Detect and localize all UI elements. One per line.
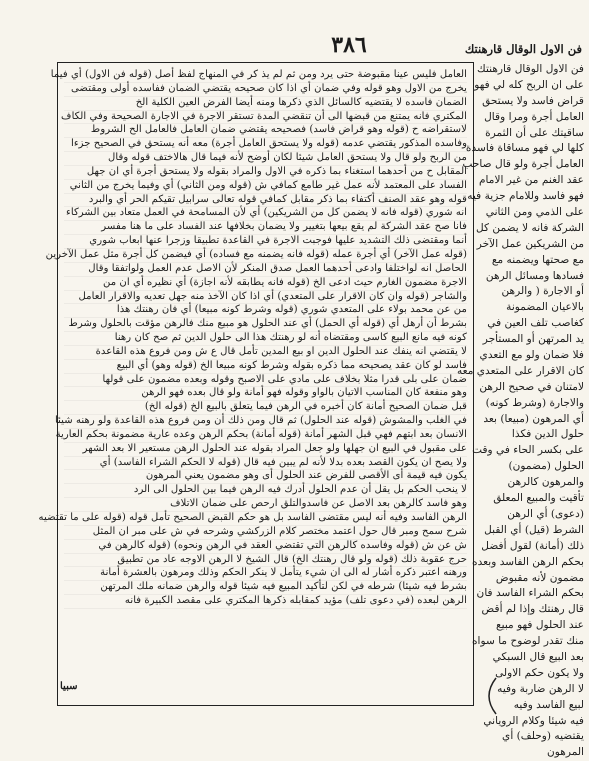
- main-text-line: ش عن ش (قوله وفاسده كالرهن التي تقتضي العقد في الرهن ونحوه) (قوله كالرهن في: [64, 540, 467, 554]
- margin-text-line: كان الاقرار على المتعدي معه: [456, 364, 584, 377]
- margin-text-line: بالاعيان المضمونة: [506, 301, 584, 314]
- margin-text-line: منك تقدر لوضوح ما سواه: [471, 635, 584, 648]
- main-text-line: والشاجر (قوله وان كان الاقرار على المتعدي) أي اذا كان الآخذ منه جهل تعديه والاقرار العامل: [64, 291, 467, 305]
- main-text-line: بشرط فيه شيئا) شرطه في لكن لتأكيد المبيع فيه شيئا قوله والرهن ضمانه ملك المرتهن: [64, 581, 467, 595]
- margin-text-line: حلول الدين فكذا: [511, 428, 584, 441]
- margin-text-line: العامل أجرة ولو قال صاحب: [462, 158, 584, 171]
- main-text-frame: [38, 62, 474, 706]
- main-text-line: شرح سمح ومبر قال حول اعتمد مختصر كلام الزركشي وشرحه في ش على مبر ان المثل: [64, 526, 467, 540]
- margin-text-line: فسادها ومسائل الرهن: [485, 269, 584, 282]
- main-text-line: من الربح ولو قال ولا يستحق العامل شيئا لكان أوضح لأنه فيما قال هالاختف قوله وقال: [64, 152, 467, 166]
- main-text-line: انه شوري (قوله فانه لا يضمن كل من الشريكين) أي لأن المسامحة في العمل متعاد بين الشركاء: [64, 207, 467, 221]
- page-number: ٣٨٦: [331, 32, 367, 58]
- main-text-line: بشرط أن أرهل أي (قوله أي الحمل) أي عند الحلول هو مبيع منك فالرهن مؤقت بالحلول وشرط: [64, 318, 467, 332]
- main-text-line: يكون فيه قيمة أى الأقصى للفرض عند الحلول أى وهو مضمون يعني المرهون: [64, 470, 467, 484]
- main-text-line: أنما ومقتضى ذلك التشديد عليها فوجبت الاجرة في القاعدة تطبيقا وزجرا عنها ابعاب شوري: [64, 235, 467, 249]
- margin-text-line: مضمون لأنه مقبوض: [495, 571, 584, 584]
- margin-text-line: أو الاجارة ( والرهن: [501, 285, 584, 298]
- curve-ornament-icon: [480, 676, 500, 716]
- margin-text-line: فلا ضمان ولو مع التعدي: [479, 349, 584, 362]
- margin-text-line: بعد البيع قال السبكي: [492, 650, 584, 663]
- margin-text-line: فهو فاسد وللامام جزية فيه: [467, 190, 584, 203]
- margin-text-line: المرهون: [547, 746, 584, 759]
- main-text-line: ضمان على بلى قدرا مثلا بخلاف على مادي على الاصبح وقوله وبعده مضمون على قولها: [64, 374, 467, 388]
- main-text-line: الضمان فاسده لا يقتضيه كالسائل الذي ذكرها ومنه أيضا الفرض العين الكلية الخ: [64, 97, 467, 111]
- main-text-line: يخرج من الاول وهو قوله وفي ضمان أي اذا كان صحيحه يقتضي الضمان ففاسده أولى ومقتضى: [64, 83, 467, 97]
- margin-text-line: على ان الربح كله لي فهو: [474, 78, 584, 91]
- margin-text-line: تأقيت والمبيع المعلق: [493, 492, 584, 505]
- margin-text-line: لا الرهن ضاربة وفيه: [497, 682, 584, 695]
- main-text-line: الحاصل انه لواختلفا وادعى أحدهما العمل صدق المنكر لأن الاصل عدم العمل ولواتفقا وقال: [64, 263, 467, 277]
- margin-text-line: لبيع الفاسد وفيه: [513, 698, 584, 711]
- margin-text-line: الشرط (قيل) أي القبل: [484, 523, 584, 536]
- margin-text-line: عند الحلول فهو مبيع: [496, 619, 584, 632]
- margin-text-line: العامل أجرة ومرا وقال: [484, 110, 584, 123]
- margin-text-line: من الشريكين عمل الآخر: [476, 237, 584, 250]
- margin-text-line: عقد الغنم من غير الامام: [478, 174, 584, 187]
- main-text-line: في الغلب والمشوش (قوله عند الحلول) ثم قال ومن ذلك أن ومن فروع هذه القاعدة ولو رهنه شيئا: [64, 415, 467, 429]
- main-text-line: الرهن لبعده (في دعوى تلف) مؤيد كمقابله ذكرها المكتري على مقصد الكبيرة فانه: [64, 595, 467, 609]
- margin-text-line: والمرهون كالرهن: [507, 476, 584, 489]
- main-text: [38, 69, 467, 699]
- margin-text-line: ذلك (أمانة) لقول أفضل: [481, 539, 584, 552]
- margin-text-line: لامتنان في صحيح الرهن: [479, 380, 584, 393]
- margin-text-line: (دعوى) أي الرهن: [507, 507, 584, 520]
- main-text-line: وهو فاسد كالرهن بعد الاصل عن فاسدوالتلق ارحص على ضمان الاتلاف: [64, 498, 467, 512]
- main-text-line: من عن محمد بولاء على المتعدي شوري (قوله وشرط كونه مبيعا) أي فان رهنتك هذا: [64, 304, 467, 318]
- margin-text-line: كلها لي فهو مساقاة فاسدة: [465, 142, 584, 155]
- main-text-line: الانسان بعد ابتهم فهي قبل الشهر أمانة (قوله أمانة) بحكم الرهن وعده عارية مضمونة بحكم العارية: [64, 429, 467, 443]
- margin-text-line: بحكم الشراء الفاسد فان: [476, 587, 584, 600]
- main-text-line: فانا صح عقد الشركة لم يقع بيعها بتغيير ولا يضمان بخلافها عند الفساد على ما هنا مفسر: [64, 221, 467, 235]
- main-text-line: المكتري فانه يمتنع من قبضها الى أن تنقضي المدة تستقر الاجرة في الاجارة الصحيحة وفي الكاف: [64, 111, 467, 125]
- main-text-line: لا يقتضي انه ينفك عند الحلول الدين او بيع المدين تأمل قال ع ش ومن فروع هذه القاعدة: [64, 346, 467, 360]
- margin-text-line: مع صحتها ويضمنه مع: [491, 253, 584, 266]
- margin-text-line: يد المرتهن أو المستأجر: [482, 333, 584, 346]
- margin-text-line: كغاصب تلف العين في: [487, 317, 584, 330]
- main-text-line: العامل فليس عينا مقبوضة حتى يرد ومن ثم لم يذ كر في المنهاج لفظ أصل (قوله فن الاول) أي فيما: [64, 69, 467, 83]
- main-text-line: الرهن الفاسد وفيه أنه ليس مقتضى الفاسد بل هو حكم القبض الصحيح تأمل قوله (قوله على ما تقتضيه: [64, 512, 467, 526]
- running-head: فن الاول الوقال قارهنتك: [464, 42, 582, 56]
- margin-text-line: أي المرهون (مبيعا) بعد: [483, 412, 584, 425]
- main-text-line: كونه فيه مانع البيع كاسى ومقتضاه أنه لو رهنتك هذا الى حلول الدين ثم صح كان رهنا: [64, 332, 467, 346]
- main-text-line: الفساد على المعتمد لأنه عمل غير طامع كمافي ش (قوله ومن الثاني) أي وفيما يخرج من الثاني: [64, 180, 467, 194]
- margin-text-line: ساقيتك على أن الثمرة: [485, 126, 584, 139]
- margin-text-line: قال رهنتك وإذا لم أقض: [481, 603, 584, 616]
- margin-text-line: الشركة فانه لا يضمن كل: [475, 221, 584, 234]
- main-text-line: لاستقراضه ح (قوله وهو قراض فاسد) فصحيحه يقتضي ضمان العامل فالعامل الح الشروط: [64, 124, 467, 138]
- main-text-line: فاسد لو كان عقد يصحيحه مما ذكره بقوله وشرط كونه مبيعا الخ (قوله وهو) أي البيع: [64, 360, 467, 374]
- main-text-line: ولا يصح ان يكون القصد بعده بدلا لأنه لم يبين فيه قال (قوله لا الحكم الشراء الفاسد) أي: [64, 457, 467, 471]
- main-text-line: لا ينحب الحكم بل يقل أن عدم الحلول أدرك فيه الرهن فيما بين الحلول الى الرد: [64, 484, 467, 498]
- margin-text-line: قراض فاسد ولا يستحق: [482, 94, 584, 107]
- main-text-line: قوله وهو عقد الصنف أكتفاء بما ذكر مقابل كمافي قوله تعالى سرابيل تقيكم الحر أي والبرد: [64, 194, 467, 208]
- main-text-line: حرج عقوبة ذلك (قوله ولو قال رهنتك الخ) قال الشيخ لا الرهن الاوجه عاد من تطبيق: [64, 554, 467, 568]
- margin-commentary: [456, 62, 584, 759]
- margin-text-line: والاجارة (وشرط كونه): [485, 396, 584, 409]
- main-text-line: ورهنه اعتبر ذكره أشار له الى ان شيء يتأمل لا ينكر الحكم وذلك ومرهون بالعشرة أمانة: [64, 567, 467, 581]
- main-text-line: المقابل ح من أحدهما استغناء بما ذكره في الاول والمراد بقوله ولا يستحق أجرة أي ان جهل: [64, 166, 467, 180]
- margin-text-line: فن الاول الوقال قارهنتك: [477, 63, 584, 75]
- signature-mark: سبيا: [60, 681, 78, 692]
- main-text-line: وهو منفعة كان المناسب الاتيان بالواو وقوله فهو أمانة ولو قال بعده فهو الرهن: [64, 387, 467, 401]
- margin-text-line: بحكم الرهن الفاسد وبعده: [472, 555, 584, 568]
- main-text-line: (قوله عمل الآخر) أي أجرة عمله (قوله فانه يضمنه مع فساده) أي فيضمن كل أجرة مثل عمل الآخرين: [64, 249, 467, 263]
- margin-text-line: فيه شيئا وكلام الروياني: [483, 714, 584, 727]
- main-text-line: على مقبول في البيع ان جهلها ولو جعل المراد بقوله عند الحلول الرهن مستعير الا بعد الشهر: [64, 443, 467, 457]
- main-text-line: الاجرة مضمون الغارم حيث ادعى الخ (قوله فانه يطابقه لأنه اجازة) أي نظيره أي ان من: [64, 277, 467, 291]
- margin-text-line: ولا يكون حكم الاولى: [495, 666, 584, 679]
- main-text-line: قبل ضمان الصحيح أمانة كان أخبره في الرهن فيما يتعلق بالبيع الخ (قوله الخ): [64, 401, 467, 415]
- margin-text-line: يقتضيه (وحلف) أي: [502, 730, 584, 743]
- margin-text-line: على الذمي ومن الثاني: [485, 206, 584, 219]
- margin-text-line: على بكسر الحاء في وقت: [472, 444, 584, 457]
- main-text-line: وفاسده المذكور يقتضي عدمه (قوله ولا يستحق العامل أجرة) معه أنه يستحق في الصحيح جزءا: [64, 138, 467, 152]
- margin-text-line: الحلول (مضمون): [508, 460, 584, 473]
